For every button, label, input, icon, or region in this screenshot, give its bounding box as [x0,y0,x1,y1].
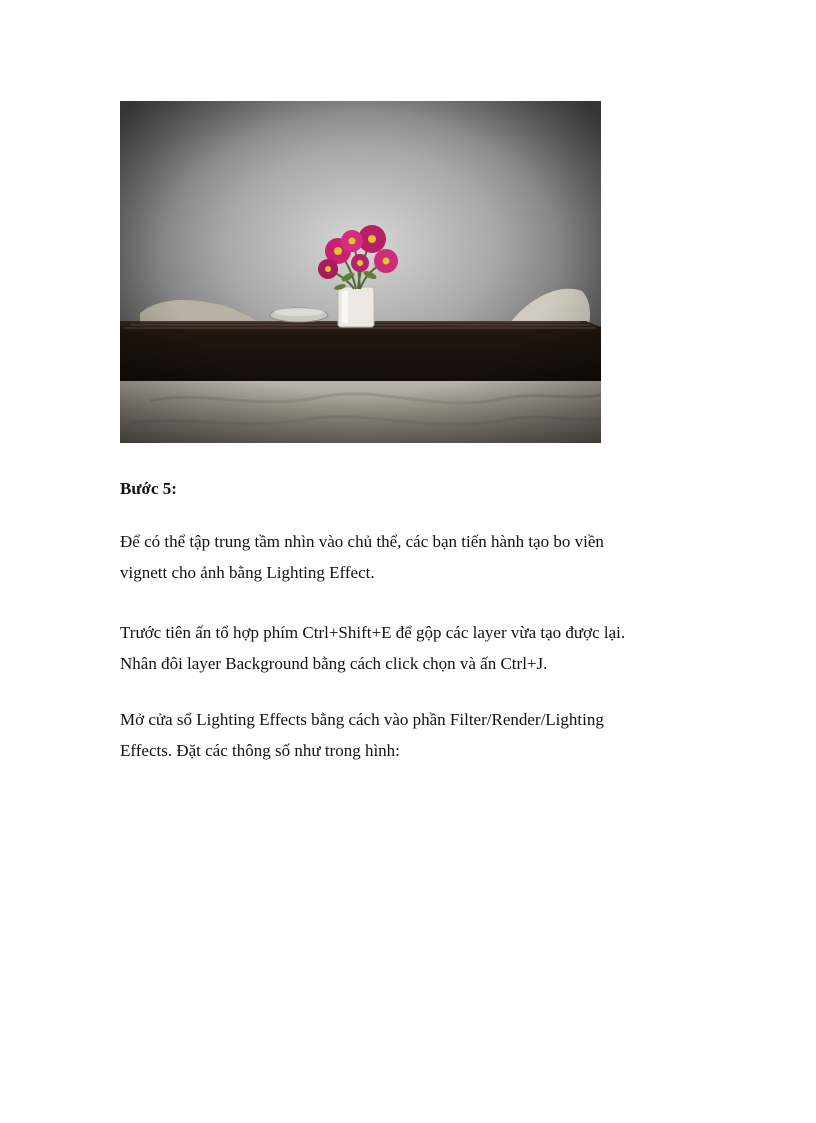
text-line: Effects. Đặt các thông số như trong hình: [120,741,400,760]
text-line: Nhân đôi layer Background bằng cách click chọn và ấn Ctrl+J. [120,654,548,673]
flower-vase-photo [120,101,601,443]
vignette-overlay [120,101,601,443]
paragraph-vignette-intro [120,526,720,588]
photo-illustration [120,101,601,443]
text-line: Để có thể tập trung tầm nhìn vào chủ thể, các bạn tiến hành tạo bo viền [120,532,604,551]
text-line: Mở cửa sổ Lighting Effects bằng cách vào phần Filter/Render/Lighting [120,710,604,729]
text-line: Trước tiên ấn tổ hợp phím Ctrl+Shift+E để gộp các layer vừa tạo được lại. [120,623,626,642]
step-heading: Bước 5: [120,479,177,498]
paragraph-lighting-effects [120,704,720,766]
text-line: vignett cho ảnh bằng Lighting Effect. [120,563,375,582]
paragraph-merge-layers [120,617,720,679]
